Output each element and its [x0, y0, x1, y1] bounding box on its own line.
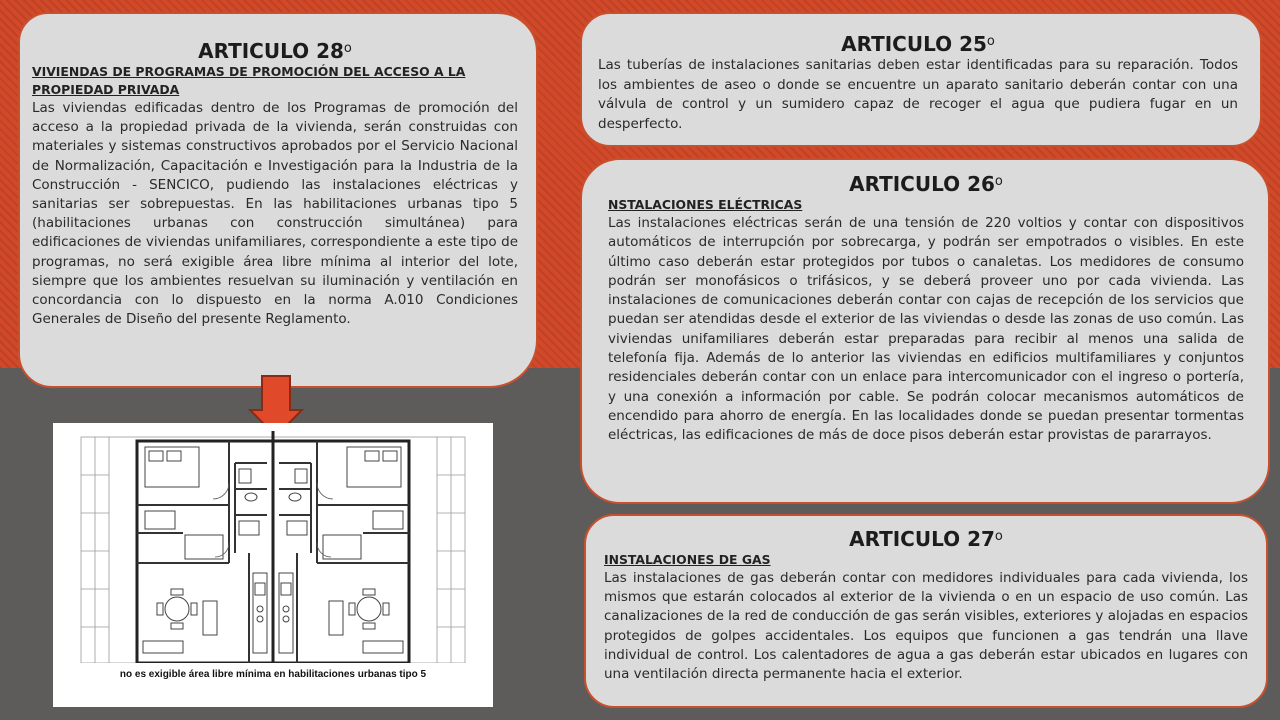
article-28-subtitle: VIVIENDAS DE PROGRAMAS DE PROMOCIÓN DEL ACCESO A LA PROPIEDAD PRIVADA [32, 64, 466, 97]
article-26-title: ARTICULO 26$^o$ [849, 172, 1003, 196]
article-28-title: ARTICULO 28$^o$ [198, 39, 352, 63]
article-25-title: ARTICULO 25$^o$ [841, 32, 995, 56]
article-27-card [584, 514, 1268, 708]
article-28-body: Las viviendas edificadas dentro de los Programas de promoción del acceso a la propiedad privada de la vivienda, serán construidas con materiales y sistemas constructivos aprobados por el Servicio Nacional de Normalización, Capacitación e Investigación para la Industria de la Construcción - SENCICO, pudiendo las instalaciones eléctricas y sanitarias ser sobrepuestas. En las habilitaciones urbanas tipo 5 (habilitaciones urbanas con construcción simultánea) para edificaciones de viviendas unifamiliares, correspondiente a este tipo de programas, no será exigible área libre mínima al interior del lote, siempre que los ambientes resuelvan su iluminación y ventilación en concordancia con lo dispuesto en la norma A.010 Condiciones Generales de Diseño del presente Reglamento. [32, 100, 518, 328]
article-26-card [580, 158, 1270, 504]
floor-plan-caption: no es exigible área libre mínima en habilitaciones urbanas tipo 5 [119, 669, 427, 680]
article-25-card [580, 12, 1262, 147]
article-27-title: ARTICULO 27$^o$ [849, 527, 1003, 551]
article-26-subtitle: NSTALACIONES ELÉCTRICAS [608, 197, 803, 212]
floor-plan-image [53, 423, 493, 707]
floor-plan-drawing [53, 423, 493, 663]
article-27-body: Las instalaciones de gas deberán contar con medidores individuales para cada vivienda, los mismos que estarán colocados al exterior de la vivienda o en un espacio de uso común. Las canalizaciones de la red de conducción de gas serán visibles, exteriores y alojadas en espacios protegidos de golpes accidentales. Los equipos que funcionen a gas tendrán una llave individual de control. Los calentadores de agua a gas deberán estar ubicados en lugares con una ventilación directa permanente hacia el exterior. [604, 570, 1248, 683]
article-27-subtitle: INSTALACIONES DE GAS [604, 552, 771, 567]
article-25-body: Las tuberías de instalaciones sanitarias deben estar identificadas para su reparación. Todos los ambientes de aseo o donde se encuentre un aparato sanitario deberán contar con una válvula de control y un sumidero capaz de recoger el agua que pudiera fugar en un desperfecto. [598, 57, 1238, 132]
article-28-card [18, 12, 538, 388]
article-26-body: Las instalaciones eléctricas serán de una tensión de 220 voltios y contar con dispositivos automáticos de interrupción por sobrecarga, y podrán ser empotrados o visibles. En este último caso deberán estar protegidos por tubos o canaletas. Los medidores de consumo podrán ser monofásicos o trifásicos, y se deberá proveer uno por cada vivienda. Las instalaciones de comunicaciones deberán contar con cajas de recepción de los servicios que puedan ser atendidas desde el exterior de las viviendas o desde las zonas de uso común. Las viviendas unifamiliares deberán estar preparadas para recibir al menos una salida de telefonía fija. Además de lo anterior las viviendas en edificios multifamiliares y conjuntos residenciales deberán contar con un enlace para intercomunicador con el ingreso o portería, y una conexión a información por cable. Se podrán colocar mecanismos automáticos de encendido para ahorro de energía. En las localidades donde se puedan presentar tormentas eléctricas, las edificaciones de más de doce pisos deberán estar provistas de pararrayos. [608, 215, 1244, 444]
